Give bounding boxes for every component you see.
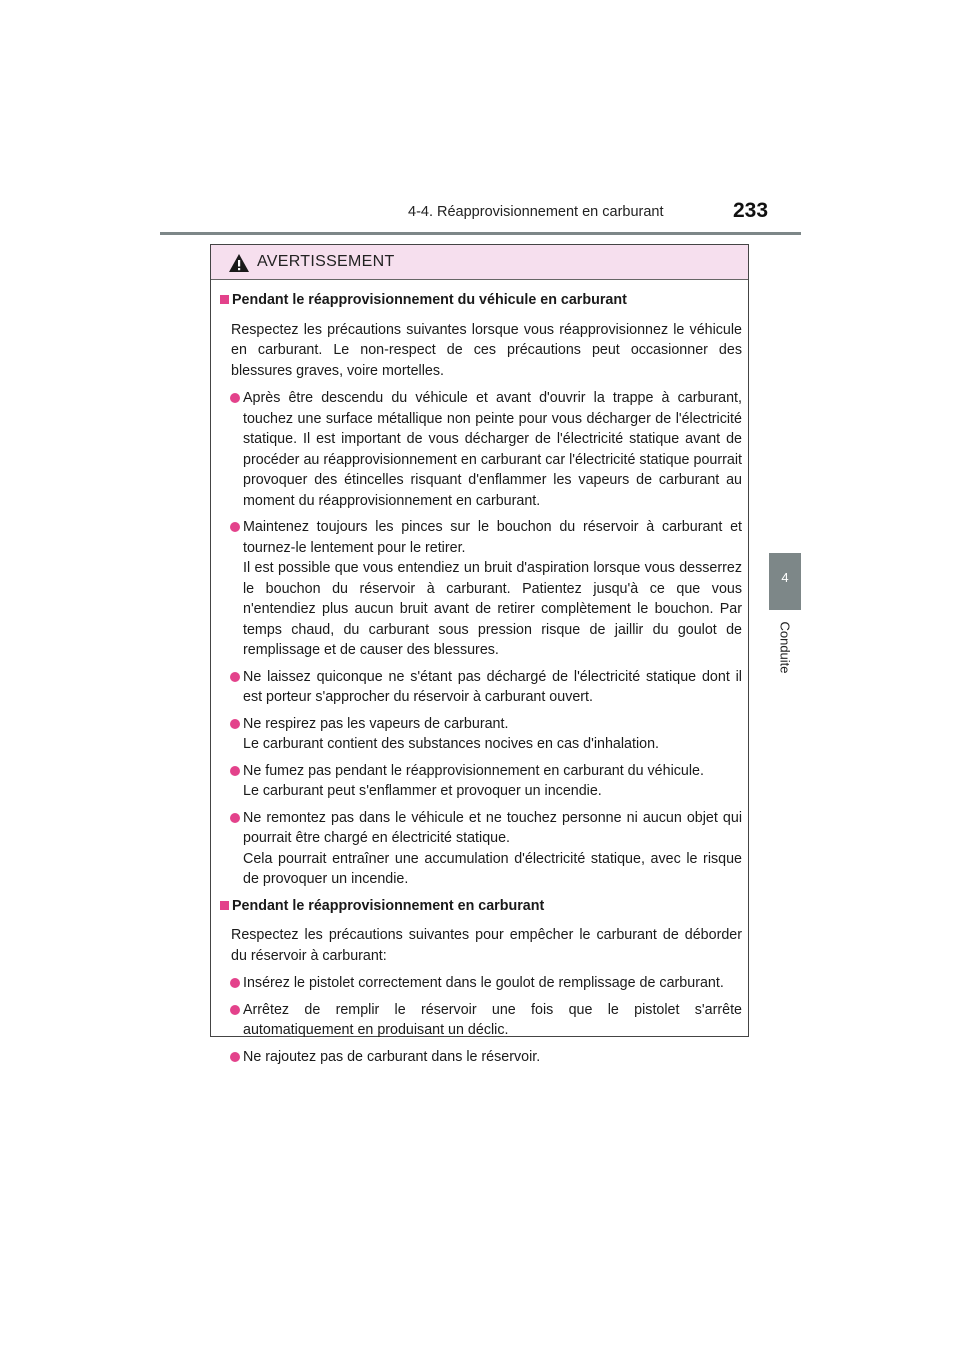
list-item-text: Le carburant contient des substances nocives en cas d'inhalation. bbox=[243, 736, 660, 752]
round-bullet-icon bbox=[230, 978, 240, 988]
round-bullet-icon bbox=[230, 766, 240, 776]
chapter-number: 4 bbox=[781, 570, 789, 585]
list-item-text: Ne laissez quiconque ne s'étant pas déchargé de l'électricité statique dont il est porteur s'approcher du réservoir à carburant ouvert. bbox=[243, 668, 742, 705]
list-item-text: Ne remontez pas dans le véhicule et ne touchez personne ni aucun objet qui pourrait être chargé en électricité statique. bbox=[243, 809, 742, 846]
header-rule bbox=[160, 232, 801, 235]
round-bullet-icon bbox=[230, 1052, 240, 1062]
section-intro: Respectez les précautions suivantes lorsque vous réapprovisionnez le véhicule en carburant. Le non-respect de ces précautions peut occasionner des blessures graves, voire mortelles. bbox=[231, 321, 742, 379]
section-title bbox=[218, 896, 742, 917]
list-item-text: Insérez le pistolet correctement dans le goulot de remplissage de carburant. bbox=[243, 975, 724, 991]
warning-triangle-icon bbox=[228, 253, 250, 273]
chapter-tab bbox=[769, 553, 801, 610]
list-item bbox=[218, 761, 742, 802]
round-bullet-icon bbox=[230, 813, 240, 823]
warning-section bbox=[218, 290, 742, 890]
section-title bbox=[218, 290, 742, 311]
list-item-text: Ne respirez pas les vapeurs de carburant. bbox=[243, 715, 509, 732]
list-item-text: Maintenez toujours les pinces sur le bouchon du réservoir à carburant et tournez-le lentement pour le retirer. bbox=[243, 519, 742, 556]
list-item-text: Le carburant peut s'enflammer et provoquer un incendie. bbox=[243, 783, 602, 799]
list-item-text: Ne fumez pas pendant le réapprovisionnement en carburant du véhicule. bbox=[243, 762, 704, 779]
list-item bbox=[218, 1047, 742, 1068]
warning-body bbox=[211, 280, 748, 1067]
square-bullet-icon bbox=[220, 295, 229, 304]
page-number: 233 bbox=[733, 199, 769, 222]
warning-header bbox=[211, 245, 748, 280]
list-item-text: Arrêtez de remplir le réservoir une fois que le pistolet s'arrête automatiquement en produisant un déclic. bbox=[243, 1001, 742, 1038]
round-bullet-icon bbox=[230, 1005, 240, 1015]
list-item bbox=[218, 714, 742, 755]
round-bullet-icon bbox=[230, 719, 240, 729]
warning-section bbox=[218, 896, 742, 1068]
section-title-text: Pendant le réapprovisionnement du véhicule en carburant bbox=[232, 292, 627, 308]
warning-box bbox=[210, 244, 749, 1065]
round-bullet-icon bbox=[230, 522, 240, 532]
list-item bbox=[218, 667, 742, 708]
section-intro: Respectez les précautions suivantes pour empêcher le carburant de déborder du réservoir à carburant: bbox=[231, 927, 742, 964]
list-item-text: Cela pourrait entraîner une accumulation d'électricité statique, avec le risque de provoquer un incendie. bbox=[243, 850, 742, 887]
list-item bbox=[218, 388, 742, 511]
section-title-text: Pendant le réapprovisionnement en carburant bbox=[232, 897, 545, 914]
list-item bbox=[218, 973, 742, 994]
list-item bbox=[218, 517, 742, 661]
warning-title: AVERTISSEMENT bbox=[257, 253, 395, 270]
header-section-title: 4-4. Réapprovisionnement en carburant bbox=[408, 204, 664, 220]
list-item bbox=[218, 1000, 742, 1041]
list-item-text: Après être descendu du véhicule et avant d'ouvrir la trappe à carburant, touchez une surface métallique non peinte pour vous décharger de l'électricité statique. Il est important de vous décharger de l'électricité statique avant de procéder au réapprovisionnement en carburant car l'électricité statique pourrait provoquer des étincelles risquant d'enflammer les vapeurs de carburant au moment du réapprovisionnement en carburant. bbox=[243, 390, 742, 509]
list-item-text: Il est possible que vous entendiez un bruit d'aspiration lorsque vous desserrez le bouchon du réservoir à carburant. Patientez jusqu'à ce que vous n'entendiez plus aucun bruit avant de retirer complètement le bouchon. Par temps chaud, du carburant sous pression risque de jaillir du goulot de remplissage et de causer des blessures. bbox=[243, 560, 742, 658]
chapter-label: Conduite bbox=[777, 621, 793, 674]
list-item bbox=[218, 808, 742, 890]
round-bullet-icon bbox=[230, 672, 240, 682]
round-bullet-icon bbox=[230, 393, 240, 403]
list-item-text: Ne rajoutez pas de carburant dans le réservoir. bbox=[243, 1048, 541, 1065]
square-bullet-icon bbox=[220, 901, 229, 910]
